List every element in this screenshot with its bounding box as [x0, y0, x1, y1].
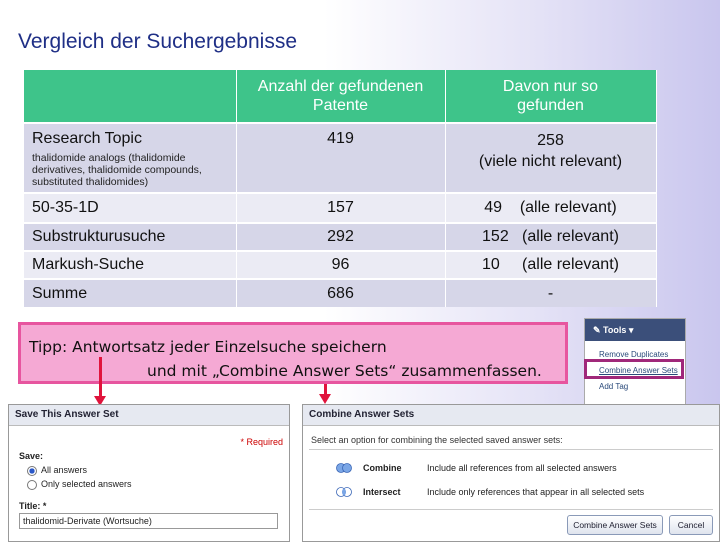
table-row — [24, 123, 656, 193]
intersect-option-name[interactable]: Intersect — [363, 487, 401, 497]
row-only: - — [445, 279, 656, 307]
combine-answer-sets-dialog — [302, 404, 720, 542]
table-row — [24, 223, 656, 251]
save-answer-set-dialog — [8, 404, 290, 542]
save-label: Save: — [19, 451, 44, 461]
row-label: Substrukturusuche — [24, 223, 236, 251]
table-row — [24, 193, 656, 223]
radio-all-answers[interactable] — [27, 465, 87, 476]
row-label-cell — [24, 123, 236, 193]
save-dialog-title: Save This Answer Set — [9, 405, 289, 426]
row-only: 10 (alle relevant) — [445, 251, 656, 279]
row-only: 152 (alle relevant) — [445, 223, 656, 251]
combine-instruction: Select an option for combining the selected saved answer sets: — [311, 435, 563, 445]
row-label: Markush-Suche — [24, 251, 236, 279]
tip-line-1: Tipp: Antwortsatz jeder Einzelsuche speichern — [29, 338, 387, 356]
row-only: 49 (alle relevant) — [445, 193, 656, 223]
radio-selected-answers[interactable] — [27, 479, 132, 490]
row-sublabel: thalidomide analogs (thalidomide derivatives, thalidomide compounds, substituted thalidomides) — [32, 152, 202, 188]
intersect-option-desc: Include only references that appear in all selected sets — [427, 487, 645, 497]
menu-item-remove-duplicates[interactable]: Remove Duplicates — [599, 350, 669, 359]
row-count: 292 — [236, 223, 445, 251]
header-only — [445, 70, 656, 123]
title-input[interactable]: thalidomid-Derivate (Wortsuche) — [19, 513, 278, 529]
intersect-venn-icon[interactable] — [335, 487, 353, 497]
required-note: * Required — [240, 437, 283, 447]
page-title: Vergleich der Suchergebnisse — [18, 30, 298, 53]
row-label: Summe — [24, 279, 236, 307]
highlight-frame — [584, 359, 684, 379]
menu-item-add-tag[interactable]: Add Tag — [599, 382, 629, 391]
row-count: 96 — [236, 251, 445, 279]
divider — [309, 449, 713, 450]
wrench-icon: ✎ — [593, 325, 604, 335]
combine-venn-icon[interactable] — [335, 463, 353, 473]
radio-selected-label: Only selected answers — [41, 479, 132, 489]
radio-all-label: All answers — [41, 465, 88, 475]
tip-line-2: und mit „Combine Answer Sets“ zusammenfassen. — [147, 362, 542, 380]
row-only — [445, 123, 656, 193]
combine-dialog-title: Combine Answer Sets — [303, 405, 719, 426]
table-row — [24, 251, 656, 279]
arrow-head-icon — [319, 394, 331, 404]
table-header-row — [24, 70, 656, 123]
table-row — [24, 279, 656, 307]
row-only-text: 258 (viele nicht relevant) — [478, 132, 623, 170]
header-empty — [24, 70, 236, 123]
row-label: 50-35-1D — [24, 193, 236, 223]
row-count — [236, 123, 445, 193]
header-count — [236, 70, 445, 123]
cancel-button[interactable]: Cancel — [669, 515, 713, 535]
tools-menu-label: Tools ▾ — [603, 325, 634, 335]
tools-menu-button[interactable] — [585, 319, 685, 341]
row-count: 686 — [236, 279, 445, 307]
row-label: Research Topic — [32, 130, 142, 147]
combine-option-name[interactable]: Combine — [363, 463, 402, 473]
menu-item-combine-answer-sets[interactable]: Combine Answer Sets — [599, 366, 678, 375]
row-count: 157 — [236, 193, 445, 223]
combine-answer-sets-button[interactable]: Combine Answer Sets — [567, 515, 663, 535]
header-count-text: Anzahl der gefundenen Patente — [257, 78, 424, 114]
arrow-to-save-dialog — [99, 357, 102, 398]
divider — [309, 509, 713, 510]
title-label: Title: * — [19, 501, 47, 511]
header-only-text: Davon nur so gefunden — [502, 78, 599, 114]
radio-selected-icon — [27, 466, 37, 476]
row-count-text: 419 — [327, 130, 354, 147]
radio-empty-icon — [27, 480, 37, 490]
combine-option-desc: Include all references from all selected answers — [427, 463, 617, 473]
comparison-table — [24, 70, 657, 307]
